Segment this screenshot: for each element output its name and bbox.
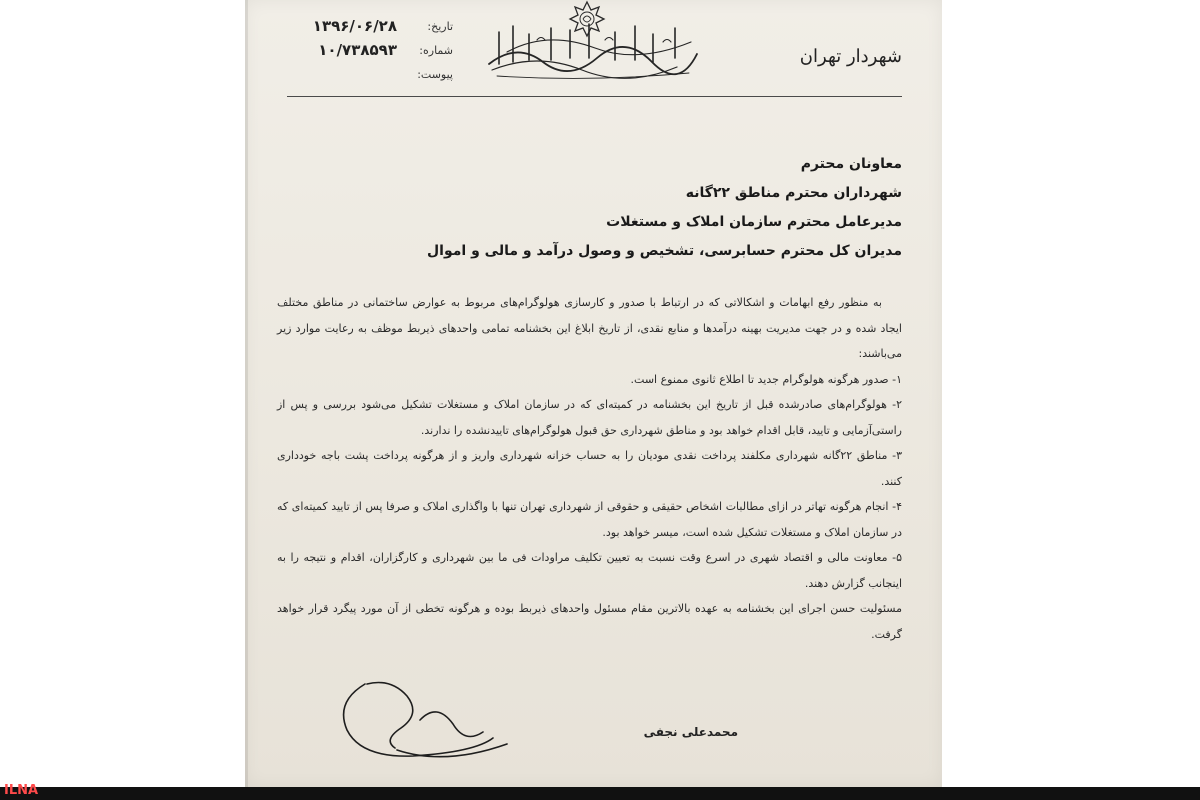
basmala-calligraphy (477, 12, 707, 84)
date-value: ۱۳۹۶/۰۶/۲۸ (312, 17, 397, 35)
closing-paragraph: مسئولیت حسن اجرای این بخشنامه به عهده بالاترین مقام مسئول واحدهای ذیربط بوده و هرگونه تخطی از آن مورد پیگرد قرار خواهد گرفت. (277, 602, 902, 641)
date-label: تاریخ: (427, 19, 453, 33)
directive-item: ۱- صدور هرگونه هولوگرام جدید تا اطلاع ثانوی ممنوع است. (630, 372, 902, 386)
letter-body (277, 290, 902, 647)
attachment-row (273, 62, 453, 86)
bottom-black-bar (0, 787, 1200, 800)
agency-watermark: ILNA (4, 783, 39, 798)
header-divider (287, 96, 902, 97)
recipients-block (282, 150, 902, 266)
handwritten-signature (325, 672, 515, 768)
directive-item: ۲- هولوگرام‌های صادرشده قبل از تاریخ این بخشنامه در کمیته‌ای که در سازمان املاک و مستغلات تشکیل می‌شود بررسی و پس از راستی‌آزمایی و تایید، قابل اقدام خواهد بود و مناطق شهرداری حق قبول هولوگرام‌های تاییدنشده را ندارند. (277, 398, 902, 437)
letter-meta (273, 14, 453, 86)
intro-paragraph: به منظور رفع ابهامات و اشکالاتی که در ارتباط با صدور و کارسازی هولوگرام‌های مربوط به عوارض ساختمانی در مناطق مختلف ایجاد شده و در جهت مدیریت بهینه درآمدها و منابع نقدی، از تاریخ ابلاغ این بخشنامه تمامی واحدهای ذیربط موظف به رعایت موارد زیر می‌باشند: (277, 296, 902, 360)
page-edge-shadow (245, 0, 248, 787)
attachment-label: پیوست: (417, 67, 453, 81)
date-row (273, 14, 453, 38)
recipient-line: شهرداران محترم مناطق ۲۲گانه (685, 185, 902, 201)
recipient-line: مدیران کل محترم حسابرسی، تشخیص و وصول درآمد و مالی و اموال (427, 243, 902, 259)
letter-page (245, 0, 942, 787)
number-label: شماره: (419, 43, 453, 57)
directive-item: ۳- مناطق ۲۲گانه شهرداری مکلفند پرداخت نقدی مودیان را به حساب خزانه شهرداری واریز و از هرگونه پرداخت پشت باجه خودداری کنند. (277, 449, 902, 488)
number-value: ۱۰/۷۳۸۵۹۳ (318, 41, 397, 59)
number-row (273, 38, 453, 62)
recipient-line: مدیرعامل محترم سازمان املاک و مستغلات (606, 214, 902, 230)
organization-title: شهردار تهران (799, 46, 902, 67)
signatory-name: محمدعلی نجفی (643, 725, 738, 739)
recipient-line: معاونان محترم (800, 156, 902, 172)
directive-item: ۴- انجام هرگونه تهاتر در ازای مطالبات اشخاص حقیقی و حقوقی از شهرداری تهران تنها با واگذاری املاک و صرفا پس از تایید کمیته‌ای که در سازمان املاک و مستغلات تشکیل شده است، میسر خواهد بود. (277, 500, 902, 539)
directive-item: ۵- معاونت مالی و اقتصاد شهری در اسرع وقت نسبت به تعیین تکلیف مراودات فی ما بین شهرداری و کارگزاران، اقدام و نتیجه را به اینجانب گزارش دهند. (277, 551, 902, 590)
